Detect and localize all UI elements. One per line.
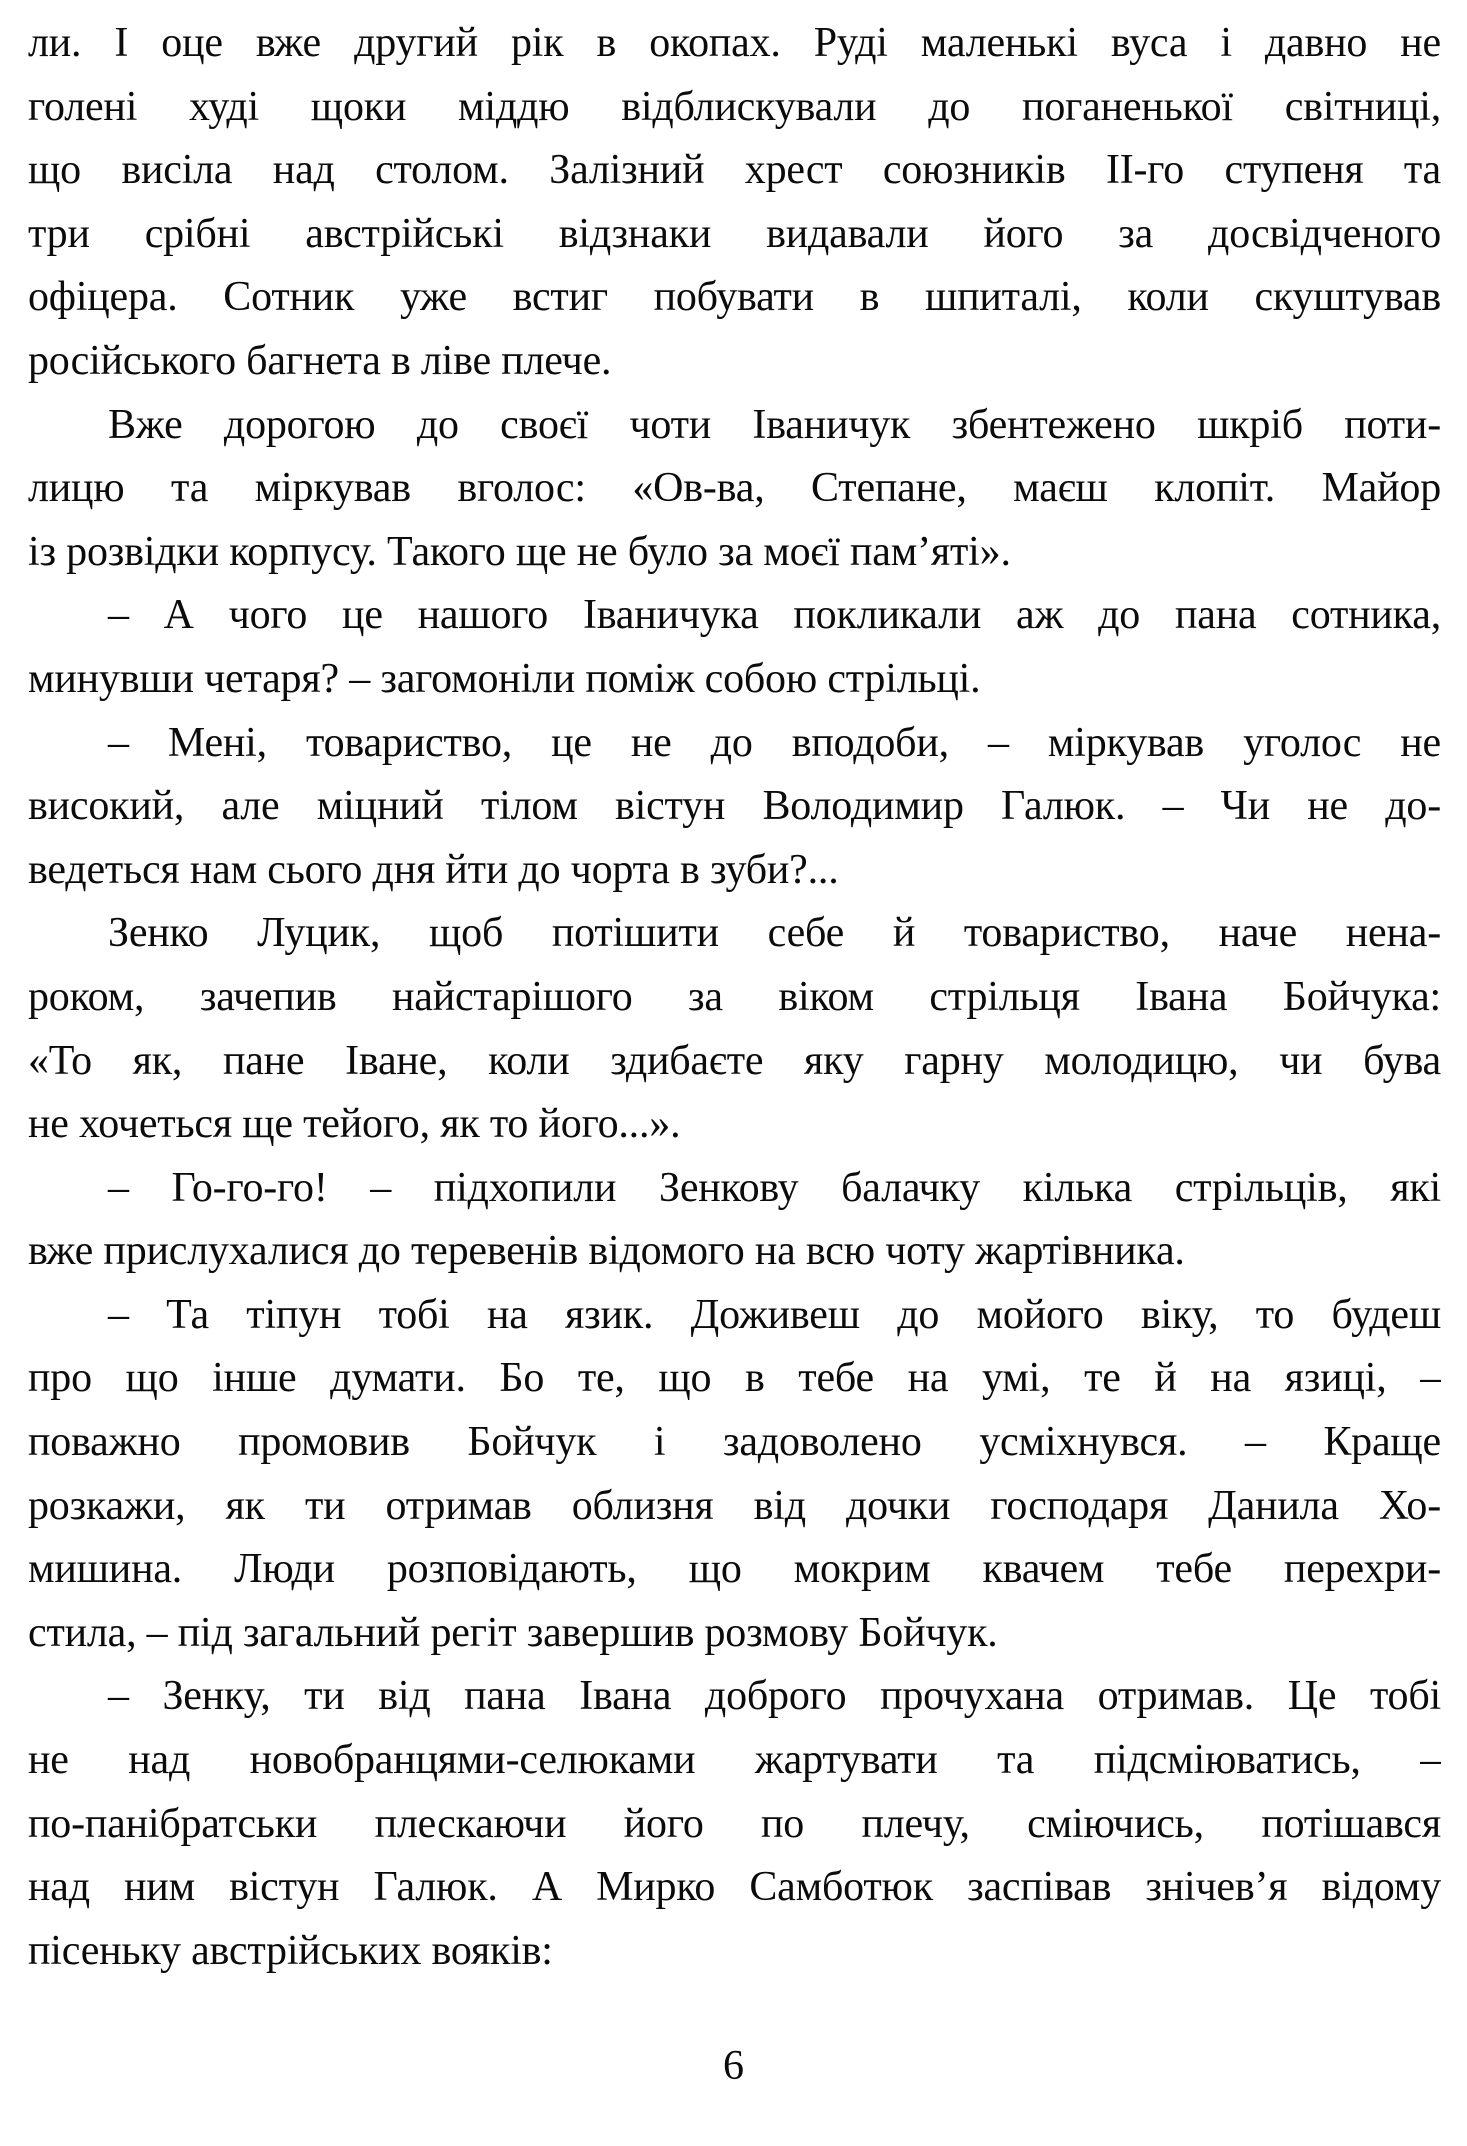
paragraph xyxy=(28,1665,1441,1983)
text-line: стила, – під загальний регіт завершив розмову Бойчук. xyxy=(28,1609,998,1656)
paragraph xyxy=(28,1284,1441,1666)
text-line: розкажи, як ти отримав облизня від дочки господаря Данила Хо- xyxy=(28,1482,1441,1529)
text-line: не над новобранцями-селюками жартувати та підсміюватись, – xyxy=(28,1737,1441,1784)
text-line: пісеньку австрійських вояків: xyxy=(28,1927,553,1974)
text-line: голені худі щоки міддю відблискували до поганенької світниці, xyxy=(28,83,1441,130)
paragraph xyxy=(28,12,1441,394)
page-number: 6 xyxy=(723,2043,744,2089)
paragraph xyxy=(28,584,1441,711)
text-line: мишина. Люди розповідають, що мокрим квачем тебе перехри- xyxy=(28,1546,1441,1593)
text-line: «То як, пане Іване, коли здибаєте яку гарну молодицю, чи бува xyxy=(28,1037,1441,1084)
text-line: роком, зачепив найстарішого за віком стрільця Івана Бойчука: xyxy=(28,973,1441,1020)
text-line: із розвідки корпусу. Такого ще не було за моєї пам’яті». xyxy=(28,528,1011,575)
text-line: Зенко Луцик, щоб потішити себе й товариство, наче нена- xyxy=(108,910,1441,957)
text-line: російського багнета в ліве плече. xyxy=(28,337,612,384)
text-line: – Зенку, ти від пана Івана доброго прочухана отримав. Це тобі xyxy=(108,1673,1441,1720)
text-line: що висіла над столом. Залізний хрест союзників ІІ-го ступеня та xyxy=(28,147,1441,194)
text-line: по-панібратськи плескаючи його по плечу, сміючись, потішався xyxy=(28,1800,1441,1847)
text-line: поважно промовив Бойчук і задоволено усміхнувся. – Краще xyxy=(28,1419,1441,1466)
text-line: не хочеться ще тейого, як то його...». xyxy=(28,1101,681,1148)
paragraph xyxy=(28,394,1441,585)
paragraph xyxy=(28,712,1441,903)
text-line: лицю та міркував вголос: «Ов-ва, Степане, маєш клопіт. Майор xyxy=(28,465,1441,512)
text-line: ведеться нам сього дня йти до чорта в зуби?... xyxy=(28,846,839,893)
paragraph xyxy=(28,1157,1441,1284)
text-line: над ним вістун Галюк. А Мирко Самботюк заспівав знічев’я відому xyxy=(28,1864,1441,1911)
paragraph xyxy=(28,902,1441,1156)
text-line: – Мені, товариство, це не до вподоби, – міркував уголос не xyxy=(108,719,1441,766)
text-line: ли. І оце вже другий рік в окопах. Руді маленькі вуса і давно не xyxy=(28,20,1441,66)
text-line: вже прислухалися до теревенів відомого на всю чоту жартівника. xyxy=(28,1228,1185,1275)
text-line: високий, але міцний тілом вістун Володимир Галюк. – Чи не до- xyxy=(28,783,1441,830)
text-line: про що інше думати. Бо те, що в тебе на умі, те й на язиці, – xyxy=(28,1355,1441,1402)
text-line: офіцера. Сотник уже встиг побувати в шпиталі, коли скуштував xyxy=(28,274,1441,321)
text-line: минувши четаря? – загомоніли поміж собою стрільці. xyxy=(28,655,981,702)
text-line: Вже дорогою до своєї чоти Іваничук збентежено шкріб поти- xyxy=(108,401,1441,448)
text-line: – А чого це нашого Іваничука покликали аж до пана сотника, xyxy=(108,592,1441,639)
text-line: три срібні австрійські відзнаки видавали його за досвідченого xyxy=(28,210,1441,257)
text-line: – Та тіпун тобі на язик. Доживеш до мойого віку, то будеш xyxy=(108,1291,1441,1338)
text-line: – Го-го-го! – підхопили Зенкову балачку кілька стрільців, які xyxy=(108,1164,1441,1211)
page-text xyxy=(28,12,1441,1983)
